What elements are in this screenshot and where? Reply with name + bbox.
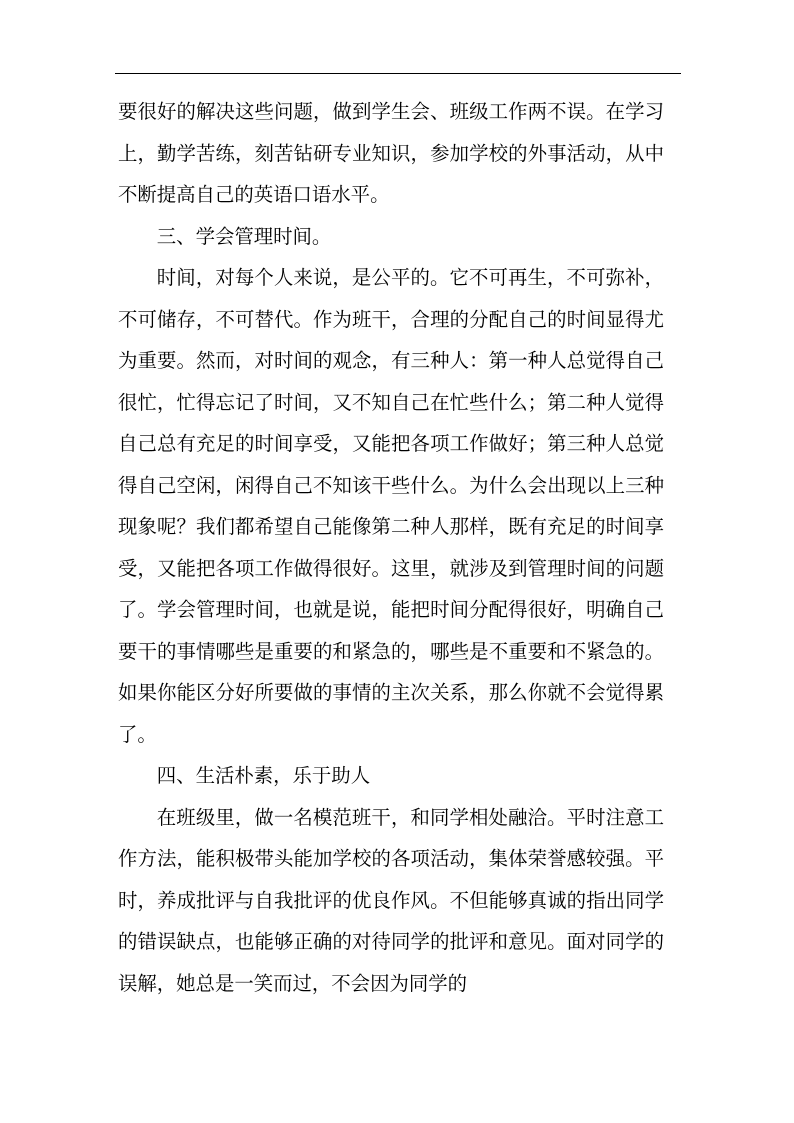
heading-manage-time: 三、学会管理时间。 [156,224,332,248]
heading-simple-life: 四、生活朴素，乐于助人 [156,764,371,787]
paragraph-continuation: 要很好的解决这些问题，做到学生会、班级工作两不误。在学习上，勤学苦练，刻苦钻研专业知识，参加学校的外事活动，从中不断提高自己的英语口语水平。 [118,100,664,206]
document-body [118,91,664,1004]
paragraph-class-cadre: 在班级里，做一名模范班干，和同学相处融洽。平时注意工作方法，能积极带头能加学校的各项活动，集体荣誉感较强。平时，养成批评与自我批评的优良作风。不但能够真诚的指出同学的错误缺点，也能够正确的对待同学的批评和意见。面对同学的误解，她总是一笑而过，不会因为同学的 [118,805,664,995]
paragraph-time-management: 时间，对每个人来说，是公平的。它不可再生，不可弥补，不可储存，不可替代。作为班干，合理的分配自己的时间显得尤为重要。然而，对时间的观念，有三种人：第一种人总觉得自己很忙，忙得忘记了时间，又不知自己在忙些什么；第二种人觉得自己总有充足的时间享受，又能把各项工作做好；第三种人总觉得自己空闲，闲得自己不知该干些什么。为什么会出现以上三种现象呢？我们都希望自己能像第二种人那样，既有充足的时间享受，又能把各项工作做得很好。这里，就涉及到管理时间的问题了。学会管理时间，也就是说，能把时间分配得很好，明确自己要干的事情哪些是重要的和紧急的，哪些是不重要和不紧急的。如果你能区分好所要做的事情的主次关系，那么你就不会觉得累了。 [118,266,664,746]
header-rule [115,73,681,74]
